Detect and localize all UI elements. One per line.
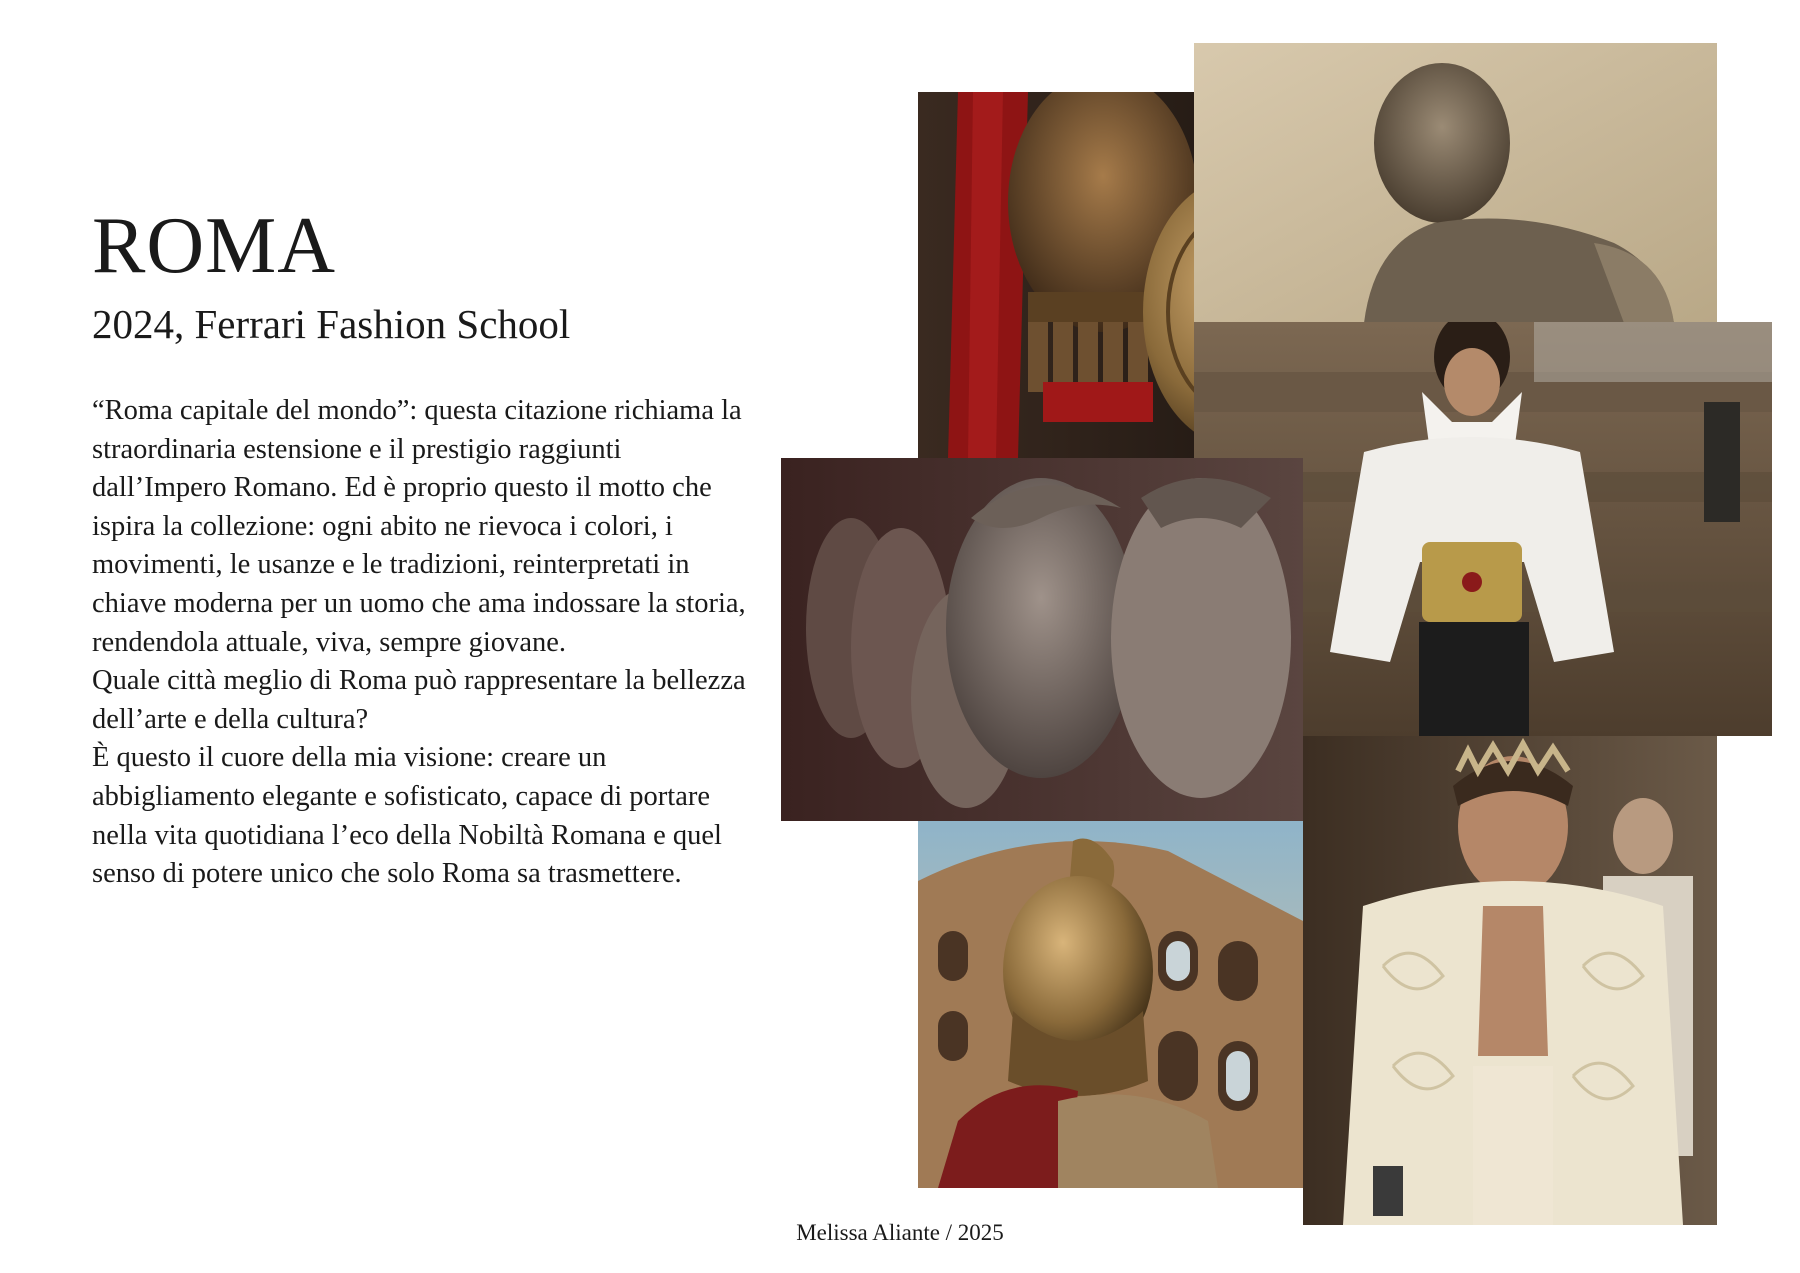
paragraph-1: “Roma capitale del mondo”: questa citazione richiama la straordinaria estensione e il prestigio raggiunti dall’Impero Romano. Ed è proprio questo il motto che ispira la collezione: ogni abito ne rievoca i colori, i movimenti, le usanze e le tradizioni, reinterpretati in chiave moderna per un uomo che ama indossare la storia, rendendola attuale, viva, sempre giovane. [92, 395, 746, 658]
page-subtitle: 2024, Ferrari Fashion School [92, 301, 571, 347]
page-title: ROMA [92, 202, 337, 290]
marble-bust-photo [1194, 43, 1717, 323]
description-text [92, 392, 752, 894]
paragraph-2: Quale città meglio di Roma può rappresentare la bellezza dell’arte e della cultura? [92, 665, 746, 735]
paragraph-3: È questo il cuore della mia visione: creare un abbigliamento elegante e sofisticato, capace di portare nella vita quotidiana l’eco della Nobiltà Romana e quel senso di potere unico che solo Roma sa trasmettere. [92, 742, 722, 890]
footer-credit: Melissa Aliante / 2025 [796, 1220, 1004, 1245]
gladiator-colosseum-photo [918, 821, 1303, 1188]
runway-laurel-crown-photo [1303, 736, 1717, 1225]
statue-heads-photo [781, 458, 1303, 821]
